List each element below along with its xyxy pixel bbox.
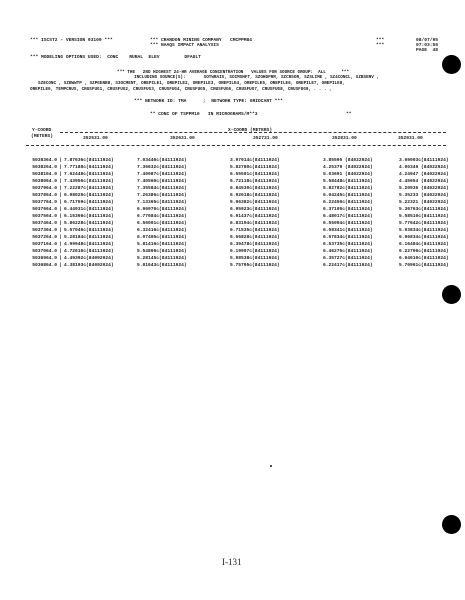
concentration-cell: 5.22321 (84022924): [399, 200, 449, 205]
concentration-cell: 7.40987c(84111924): [137, 172, 187, 177]
y-coord-cell: 5038364.0: [32, 158, 57, 163]
concentration-cell: 6.07405c(84111924): [137, 235, 187, 240]
column-divider: |: [59, 263, 62, 268]
page-number: I-131: [222, 557, 242, 567]
column-divider: |: [59, 200, 62, 205]
y-coord-cell: 5037364.0: [32, 228, 57, 233]
column-divider: |: [59, 235, 62, 240]
concentration-cell: 6.96970c(84111924): [137, 207, 187, 212]
table-row: [26, 157, 449, 164]
punch-hole-top: [442, 55, 461, 74]
concentration-cell: 6.06834c(84111924): [399, 235, 449, 240]
analysis-title: *** NAAQS IMPACT ANALYSIS: [150, 43, 219, 48]
column-divider: |: [59, 214, 62, 219]
source-list-line-3: OREPILE9, TEMPCRUS, CRUSFUG1, CRUSFUG2, CRUSFUG3, CRUSFUG4, CRUSFUG5, CRUSFUG6, CRUSFUG7, CRUSFUG8, CRUSFUG9, . . . ,: [30, 87, 332, 92]
concentration-cell: 6.83194c(84111924): [230, 221, 280, 226]
concentration-cell: 3.69003c(84111924): [399, 158, 449, 163]
concentration-cell: 5.86228c(84111924): [64, 221, 114, 226]
header-stars-2: ***: [376, 43, 385, 48]
concentration-cell: 4.38193c(84092024): [64, 263, 114, 268]
company-name: *** CRANDON MINING COMPANY CMCPPM84: [150, 38, 252, 43]
concentration-cell: 6.57834c(84111924): [323, 235, 373, 240]
y-coord-cell: 5036864.0: [32, 263, 57, 268]
table-row: [26, 185, 449, 192]
table-row: [26, 206, 449, 213]
page-label: PAGE 48: [416, 48, 439, 53]
concentration-cell: 7.26386c(84111924): [137, 193, 187, 198]
y-coord-cell: 5037964.0: [32, 186, 57, 191]
x-coord-header: X-COORD (METERS): [228, 128, 273, 133]
concentration-cell: 5.81416c(84111924): [137, 242, 187, 247]
table-row: [26, 171, 449, 178]
column-divider: |: [59, 249, 62, 254]
concentration-cell: 6.72118c(84111924): [230, 179, 280, 184]
column-divider: |: [59, 186, 62, 191]
y-coord-cell: 5037264.0: [32, 235, 57, 240]
y-meters-header: (METERS): [31, 134, 54, 139]
y-coord-cell: 5036964.0: [32, 256, 57, 261]
concentration-cell: 5.75795c(84111924): [230, 263, 280, 268]
header-separator-bottom: [26, 145, 446, 146]
concentration-cell: 6.16484c(84111924): [399, 242, 449, 247]
concentration-cell: 5.36763c(84111924): [399, 207, 449, 212]
concentration-cell: 7.40560c(84111924): [137, 179, 187, 184]
concentration-cell: 6.46275c(84111924): [323, 249, 373, 254]
table-row: [26, 178, 449, 185]
y-coord-cell: 5037164.0: [32, 242, 57, 247]
concentration-cell: 7.43956c(84111924): [64, 179, 114, 184]
concentration-cell: 5.76961c(84111924): [399, 263, 449, 268]
concentration-cell: 7.22287c(84111924): [64, 186, 114, 191]
concentration-cell: 6.56828c(84111924): [230, 235, 280, 240]
concentration-cell: 7.03446c(84111924): [137, 158, 187, 163]
column-divider: |: [59, 165, 62, 170]
table-row: [26, 234, 449, 241]
y-coord-cell: 5037864.0: [32, 193, 57, 198]
concentration-cell: 5.35233 (84022924): [399, 193, 449, 198]
y-coord-cell: 5038164.0: [32, 172, 57, 177]
concentration-cell: 7.35584c(84111924): [137, 186, 187, 191]
concentration-cell: 6.55094c(84111924): [323, 221, 373, 226]
concentration-cell: 5.58448c(84111924): [323, 179, 373, 184]
column-divider: |: [59, 193, 62, 198]
concentration-cell: 6.48017c(84111924): [323, 214, 373, 219]
table-row: [26, 213, 449, 220]
concentration-cell: 6.19907c(84111924): [230, 249, 280, 254]
header-stars-1: ***: [376, 38, 385, 43]
concentration-cell: 5.77642c(84111924): [399, 221, 449, 226]
source-list-line-1: INCLUDING SOURCE(S): SOTWRAIS, SOIMSHFT, SZOHDFRM, SZCRSOR, SZSLIME , SZ4CONCL, SZBSERV ,: [134, 75, 379, 80]
y-coord-cell: 5038064.0: [32, 179, 57, 184]
y-coord-header: Y-COORD: [32, 128, 52, 133]
concentration-cell: 6.91437c(84111924): [230, 214, 280, 219]
table-row: [26, 262, 449, 269]
concentration-title: *** THE 2ND HIGHEST 24-HR AVERAGE CONCENTRATION VALUES FOR SOURCE GROUP: ALL ***: [117, 70, 350, 75]
run-time: 07:03:56: [416, 43, 439, 48]
header-separator-top: [60, 132, 446, 133]
modeling-options: *** MODELING OPTIONS USED: CONC RURAL ELEV DFAULT: [30, 55, 201, 60]
punch-hole-middle: [442, 285, 461, 304]
source-list-line-2: SZ8CONC , SZBWWTP , SZPGENR8, S3OCMENT, OREPILE1, OREPILE2, OREPILE3, OREPILE4, OREPILE5, OREPILE6, OREPILE7, OREPILE8,: [38, 81, 345, 86]
run-date: 08/07/95: [416, 38, 439, 43]
concentration-cell: 6.77684c(84111924): [137, 214, 187, 219]
concentration-cell: 6.39478c(84111924): [230, 242, 280, 247]
column-divider: |: [59, 172, 62, 177]
network-info: *** NETWORK ID: TMA ; NETWORK TYPE: GRIDCART ***: [134, 99, 283, 104]
concentration-cell: 5.28184c(84111924): [64, 235, 114, 240]
concentration-cell: 5.82782c(84111924): [323, 186, 373, 191]
concentration-cell: 4.45654 (84022924): [399, 179, 449, 184]
concentration-cell: 6.04245c(84111924): [323, 193, 373, 198]
table-row: [26, 241, 449, 248]
y-coord-cell: 5037764.0: [32, 200, 57, 205]
concentration-cell: 6.92618c(84111924): [230, 193, 280, 198]
column-divider: |: [59, 256, 62, 261]
concentration-cell: 6.56001c(84111924): [137, 221, 187, 226]
column-divider: |: [59, 221, 62, 226]
y-coord-cell: 5038264.0: [32, 165, 57, 170]
concentration-cell: 6.22417c(84111924): [323, 263, 373, 268]
concentration-cell: 7.62448c(84111924): [64, 172, 114, 177]
table-row: [26, 227, 449, 234]
column-divider: |: [59, 228, 62, 233]
concentration-cell: 5.54866c(84111924): [137, 249, 187, 254]
table-row: [26, 220, 449, 227]
concentration-cell: 6.37105c(84111924): [323, 207, 373, 212]
concentration-cell: 5.58510c(84111924): [399, 214, 449, 219]
units-stars: **: [346, 112, 352, 117]
column-divider: |: [59, 158, 62, 163]
concentration-cell: 4.00346 (84022924): [399, 165, 449, 170]
concentration-cell: 7.77188c(84111924): [64, 165, 114, 170]
y-coord-cell: 5037664.0: [32, 207, 57, 212]
concentration-cell: 6.35727c(84111924): [323, 256, 373, 261]
concentration-cell: 5.01643c(84111924): [137, 263, 187, 268]
x-coord-4: 352831.00: [332, 136, 357, 141]
concentration-cell: 3.85595 (84022924): [323, 158, 373, 163]
x-coord-2: 352631.00: [170, 136, 195, 141]
y-coord-cell: 5037464.0: [32, 221, 57, 226]
concentration-cell: 4.49392c(84092024): [64, 256, 114, 261]
concentration-cell: 6.71759c(84111924): [64, 200, 114, 205]
concentration-cell: 5.57046c(84111924): [64, 228, 114, 233]
column-divider: |: [59, 207, 62, 212]
column-divider: |: [59, 242, 62, 247]
concentration-cell: 6.04610c(84111924): [399, 256, 449, 261]
concentration-table: [26, 157, 449, 269]
concentration-cell: 6.32416c(84111924): [137, 228, 187, 233]
concentration-cell: 6.55501c(84111924): [230, 172, 280, 177]
concentration-cell: 4.99948c(84111924): [64, 242, 114, 247]
concentration-cell: 7.36632c(84111924): [137, 165, 187, 170]
concentration-cell: 7.87636c(84111924): [64, 158, 114, 163]
concentration-cell: 6.84530c(84111924): [230, 186, 280, 191]
y-coord-cell: 5037064.0: [32, 249, 57, 254]
concentration-cell: 6.22706c(84111924): [399, 249, 449, 254]
concentration-cell: 4.25379 (84022924): [323, 165, 373, 170]
x-coord-1: 352531.00: [83, 136, 108, 141]
concentration-cell: 7.13365c(84111924): [137, 200, 187, 205]
concentration-cell: 4.72610c(84111924): [64, 249, 114, 254]
table-row: [26, 199, 449, 206]
concentration-cell: 5.03691 (84022924): [323, 172, 373, 177]
concentration-cell: 5.93834c(84111924): [399, 228, 449, 233]
concentration-cell: 6.71535c(84111924): [230, 228, 280, 233]
concentration-cell: 6.98029c(84111924): [64, 193, 114, 198]
concentration-cell: 5.98538c(84111924): [230, 256, 280, 261]
table-row: [26, 248, 449, 255]
concentration-cell: 6.53735c(84111924): [323, 242, 373, 247]
concentration-cell: 6.95923c(84111924): [230, 207, 280, 212]
table-row: [26, 192, 449, 199]
x-coord-3: 352731.00: [253, 136, 278, 141]
concentration-cell: 5.28145c(84111924): [137, 256, 187, 261]
concentration-cell: 6.15366c(84111924): [64, 214, 114, 219]
punch-hole-bottom: [442, 515, 461, 534]
y-coord-cell: 5037564.0: [32, 214, 57, 219]
concentration-cell: 5.20936 (84022924): [399, 186, 449, 191]
concentration-cell: 6.58341c(84111924): [323, 228, 373, 233]
concentration-cell: 3.97914c(84111924): [230, 158, 280, 163]
concentration-cell: 6.44031c(84111924): [64, 207, 114, 212]
column-divider: |: [59, 179, 62, 184]
x-coord-5: 352931.00: [398, 136, 423, 141]
concentration-cell: 5.82780c(84111924): [230, 165, 280, 170]
concentration-units: ** CONC OF TSPPM10 IN MICROGRAMS/M**3: [150, 112, 258, 117]
scan-speck: [270, 465, 272, 467]
table-row: [26, 164, 449, 171]
concentration-cell: 4.24947 (84022924): [399, 172, 449, 177]
program-version: *** ISCST2 - VERSION 93109 ***: [30, 38, 113, 43]
concentration-cell: 6.96382c(84111924): [230, 200, 280, 205]
concentration-cell: 6.22450c(84111924): [323, 200, 373, 205]
table-row: [26, 255, 449, 262]
